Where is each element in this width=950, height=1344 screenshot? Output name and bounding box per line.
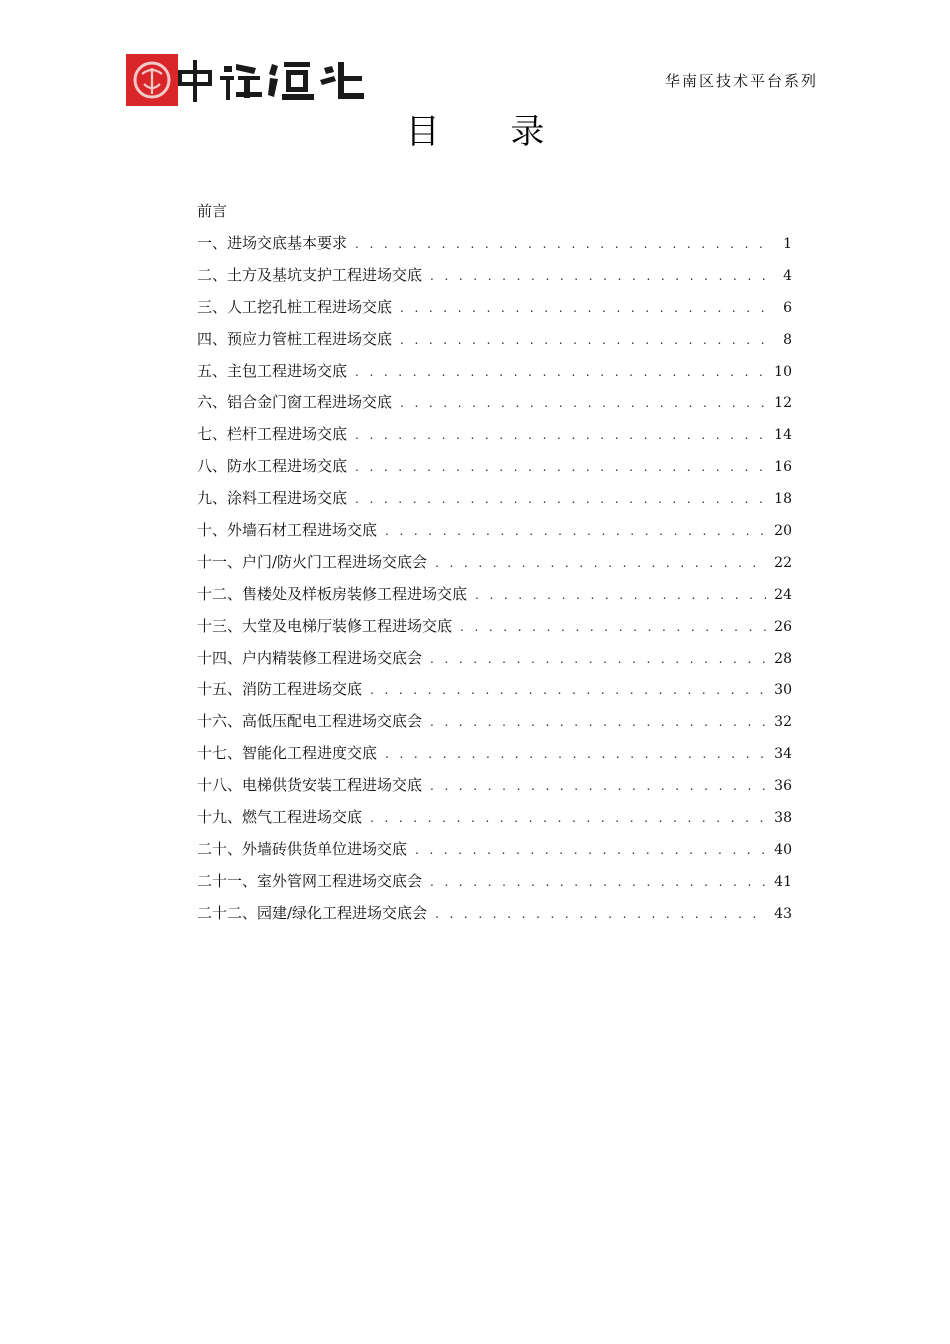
toc-entry[interactable]: [197, 581, 792, 613]
toc-entry-page: 4: [783, 267, 792, 284]
toc-entry-page: 34: [774, 746, 792, 763]
toc-leader-dots: [385, 518, 766, 544]
toc-leader-dots: [400, 295, 766, 321]
toc-entry[interactable]: [197, 645, 792, 677]
toc-leader-dots: [460, 614, 766, 640]
toc-entry[interactable]: [197, 517, 792, 549]
toc-entry-page: 6: [783, 299, 792, 316]
toc-entry[interactable]: [197, 294, 792, 326]
toc-leader-dots: [385, 741, 766, 767]
toc-entry[interactable]: [197, 708, 792, 740]
series-label: 华南区技术平台系列: [664, 72, 818, 90]
table-of-contents: [197, 198, 792, 932]
toc-entry[interactable]: [197, 230, 792, 262]
toc-entry-page: 18: [774, 491, 792, 508]
page-title: 目 录: [405, 112, 575, 152]
toc-entry-page: 10: [774, 363, 792, 380]
toc-leader-dots: [435, 550, 766, 576]
toc-leader-dots: [355, 231, 766, 257]
toc-entry-label: 十二、售楼处及样板房装修工程进场交底: [197, 584, 468, 603]
toc-entry-page: 30: [774, 682, 792, 699]
toc-entry[interactable]: [197, 453, 792, 485]
toc-entry-page: 14: [774, 427, 792, 444]
toc-leader-dots: [355, 422, 766, 448]
toc-entry[interactable]: [197, 772, 792, 804]
toc-leader-dots: [415, 837, 766, 863]
toc-entry[interactable]: [197, 549, 792, 581]
toc-entry[interactable]: [197, 740, 792, 772]
toc-entry-label: 一、进场交底基本要求: [197, 234, 348, 252]
toc-entry-page: 26: [774, 618, 792, 635]
toc-entry-label: 三、人工挖孔桩工程进场交底: [197, 297, 393, 316]
toc-entry-page: 20: [774, 523, 792, 540]
toc-entry-page: 38: [774, 810, 792, 827]
logo-wordmark: [174, 56, 378, 104]
toc-entry-page: 1: [783, 236, 792, 252]
toc-entry-label: 七、栏杆工程进场交底: [197, 425, 348, 444]
toc-entry[interactable]: [197, 358, 792, 390]
toc-entry-page: 41: [774, 873, 792, 890]
toc-preface: 前言: [197, 202, 228, 220]
toc-leader-dots: [400, 390, 766, 416]
toc-entry-label: 十八、电梯供货安装工程进场交底: [197, 776, 423, 795]
toc-entry-label: 十三、大堂及电梯厅装修工程进场交底: [197, 616, 453, 635]
toc-leader-dots: [370, 805, 766, 831]
toc-entry-label: 十一、户门/防火门工程进场交底会: [197, 552, 428, 571]
toc-leader-dots: [400, 327, 766, 353]
toc-leader-dots: [355, 359, 766, 385]
toc-leader-dots: [430, 773, 766, 799]
toc-leader-dots: [430, 263, 766, 289]
toc-entry-page: 8: [783, 331, 792, 348]
toc-entry-label: 二、土方及基坑支护工程进场交底: [197, 265, 423, 284]
toc-entry-page: 43: [774, 905, 792, 922]
toc-entry-page: 40: [774, 841, 792, 858]
toc-entry[interactable]: [197, 421, 792, 453]
toc-entry-page: 16: [774, 459, 792, 476]
toc-entry-label: 二十二、园建/绿化工程进场交底会: [197, 903, 428, 922]
toc-entry-label: 十七、智能化工程进度交底: [197, 744, 378, 763]
toc-leader-dots: [475, 582, 766, 608]
toc-leader-dots: [430, 709, 766, 735]
toc-entry[interactable]: [197, 900, 792, 932]
toc-entry[interactable]: [197, 389, 792, 421]
logo-seal-icon: [126, 54, 178, 106]
toc-entry-label: 十九、燃气工程进场交底: [197, 808, 363, 827]
toc-entry[interactable]: [197, 262, 792, 294]
toc-entry[interactable]: [197, 676, 792, 708]
toc-entry-label: 二十一、室外管网工程进场交底会: [197, 871, 423, 890]
toc-entry-page: 24: [774, 586, 792, 603]
toc-leader-dots: [355, 486, 766, 512]
toc-leader-dots: [430, 646, 766, 672]
toc-entry[interactable]: [197, 836, 792, 868]
toc-entry-page: 28: [774, 650, 792, 667]
toc-entry-page: 32: [774, 714, 792, 731]
toc-leader-dots: [435, 901, 766, 927]
toc-entry[interactable]: [197, 326, 792, 358]
toc-entry-label: 十六、高低压配电工程进场交底会: [197, 712, 423, 731]
toc-entry-label: 十、外墙石材工程进场交底: [197, 521, 378, 540]
toc-entry-label: 五、主包工程进场交底: [197, 361, 348, 380]
toc-entry[interactable]: [197, 613, 792, 645]
toc-entry-label: 十四、户内精装修工程进场交底会: [197, 648, 423, 667]
toc-entry[interactable]: [197, 485, 792, 517]
toc-entry[interactable]: [197, 868, 792, 900]
toc-entry-page: 36: [774, 778, 792, 795]
toc-leader-dots: [355, 454, 766, 480]
toc-entry-page: 12: [774, 395, 792, 412]
toc-leader-dots: [370, 677, 766, 703]
toc-leader-dots: [430, 869, 766, 895]
toc-entry-label: 四、预应力管桩工程进场交底: [197, 329, 393, 348]
toc-entry-label: 八、防水工程进场交底: [197, 457, 348, 476]
toc-entry-label: 六、铝合金门窗工程进场交底: [197, 393, 393, 412]
toc-entry-label: 十五、消防工程进场交底: [197, 680, 363, 699]
toc-entry[interactable]: [197, 804, 792, 836]
toc-entry-page: 22: [774, 554, 792, 571]
toc-entry-label: 九、涂料工程进场交底: [197, 489, 348, 508]
company-logo: [126, 54, 378, 106]
toc-entry-label: 二十、外墙砖供货单位进场交底: [197, 839, 408, 858]
